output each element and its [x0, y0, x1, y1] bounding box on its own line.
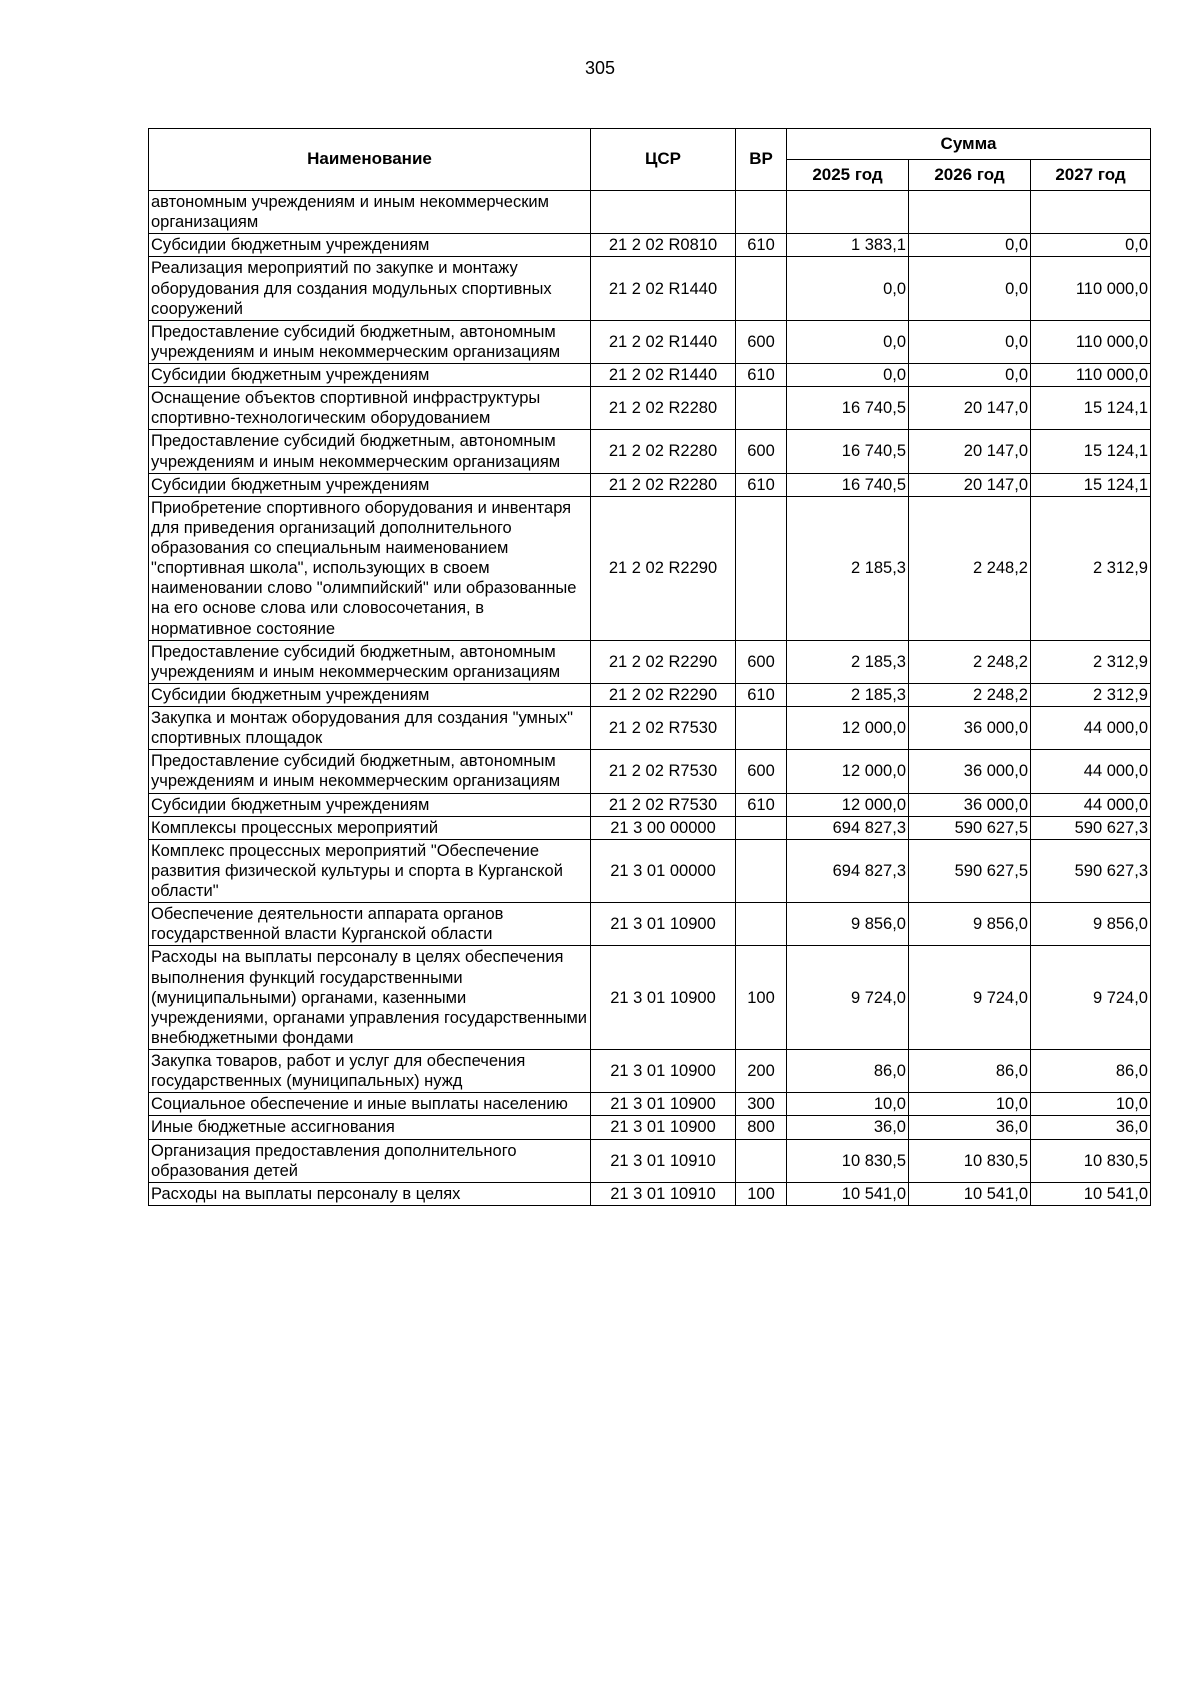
- header-sum: Сумма: [787, 129, 1151, 160]
- row-csr: 21 2 02 R2290: [591, 683, 736, 706]
- row-vr: 300: [736, 1093, 787, 1116]
- row-name: Комплексы процессных мероприятий: [149, 816, 591, 839]
- table-row: [149, 839, 1151, 902]
- row-csr: 21 2 02 R1440: [591, 320, 736, 363]
- row-value-2025: 12 000,0: [787, 750, 909, 793]
- row-value-2026: 36 000,0: [909, 793, 1031, 816]
- row-name: Субсидии бюджетным учреждениям: [149, 793, 591, 816]
- row-vr: 600: [736, 320, 787, 363]
- table-row: [149, 320, 1151, 363]
- row-value-2026: 0,0: [909, 234, 1031, 257]
- row-csr: 21 2 02 R7530: [591, 793, 736, 816]
- row-value-2026: 2 248,2: [909, 683, 1031, 706]
- row-value-2027: 10 541,0: [1031, 1182, 1151, 1205]
- row-value-2027: [1031, 191, 1151, 234]
- row-vr: 100: [736, 946, 787, 1050]
- row-value-2025: 12 000,0: [787, 707, 909, 750]
- row-value-2026: 2 248,2: [909, 496, 1031, 640]
- row-csr: 21 2 02 R2280: [591, 387, 736, 430]
- table-row: [149, 473, 1151, 496]
- header-vr: ВР: [736, 129, 787, 191]
- row-vr: [736, 387, 787, 430]
- row-vr: 610: [736, 234, 787, 257]
- row-value-2027: 110 000,0: [1031, 320, 1151, 363]
- row-value-2027: 2 312,9: [1031, 640, 1151, 683]
- row-vr: 600: [736, 640, 787, 683]
- row-csr: 21 2 02 R2280: [591, 473, 736, 496]
- table-row: [149, 1050, 1151, 1093]
- row-csr: 21 2 02 R2280: [591, 430, 736, 473]
- row-name: Приобретение спортивного оборудования и инвентаря для приведения организаций дополнительного образования со специальным наименованием "спортивная школа", использующих в своем наименовании слово "олимпийский" или образованные на его основе слова или словосочетания, в нормативное состояние: [149, 496, 591, 640]
- row-value-2027: 110 000,0: [1031, 257, 1151, 320]
- row-name: Субсидии бюджетным учреждениям: [149, 473, 591, 496]
- row-vr: [736, 191, 787, 234]
- row-name: Обеспечение деятельности аппарата органов государственной власти Курганской области: [149, 903, 591, 946]
- budget-table: [148, 128, 1151, 1206]
- table-row: [149, 683, 1151, 706]
- row-vr: [736, 816, 787, 839]
- row-vr: 610: [736, 793, 787, 816]
- row-value-2027: 10 830,5: [1031, 1139, 1151, 1182]
- row-value-2027: 10,0: [1031, 1093, 1151, 1116]
- row-vr: 610: [736, 683, 787, 706]
- row-name: Иные бюджетные ассигнования: [149, 1116, 591, 1139]
- row-name: Предоставление субсидий бюджетным, автономным учреждениям и иным некоммерческим организациям: [149, 750, 591, 793]
- table-row: [149, 816, 1151, 839]
- row-csr: 21 2 02 R2290: [591, 496, 736, 640]
- row-value-2025: 0,0: [787, 257, 909, 320]
- row-value-2026: 36 000,0: [909, 750, 1031, 793]
- row-value-2027: 0,0: [1031, 234, 1151, 257]
- row-csr: [591, 191, 736, 234]
- table-row: [149, 903, 1151, 946]
- page-number: 305: [584, 58, 616, 78]
- row-csr: 21 3 01 10900: [591, 1050, 736, 1093]
- row-vr: [736, 707, 787, 750]
- row-vr: 600: [736, 430, 787, 473]
- row-value-2026: 590 627,5: [909, 816, 1031, 839]
- table-row: [149, 496, 1151, 640]
- row-value-2025: 10 541,0: [787, 1182, 909, 1205]
- row-name: автономным учреждениям и иным некоммерческим организациям: [149, 191, 591, 234]
- row-csr: 21 2 02 R2290: [591, 640, 736, 683]
- row-value-2027: 590 627,3: [1031, 839, 1151, 902]
- table-row: [149, 191, 1151, 234]
- row-value-2026: 0,0: [909, 257, 1031, 320]
- row-name: Реализация мероприятий по закупке и монтажу оборудования для создания модульных спортивных сооружений: [149, 257, 591, 320]
- row-value-2025: 86,0: [787, 1050, 909, 1093]
- row-vr: 200: [736, 1050, 787, 1093]
- row-value-2026: 10 830,5: [909, 1139, 1031, 1182]
- table-row: [149, 1116, 1151, 1139]
- row-value-2027: 15 124,1: [1031, 473, 1151, 496]
- row-value-2027: 9 856,0: [1031, 903, 1151, 946]
- table-row: [149, 946, 1151, 1050]
- table-row: [149, 387, 1151, 430]
- row-value-2026: 9 724,0: [909, 946, 1031, 1050]
- row-vr: 610: [736, 364, 787, 387]
- row-vr: [736, 496, 787, 640]
- row-value-2025: 10,0: [787, 1093, 909, 1116]
- row-value-2026: 36 000,0: [909, 707, 1031, 750]
- row-value-2027: 15 124,1: [1031, 430, 1151, 473]
- row-value-2025: 16 740,5: [787, 387, 909, 430]
- row-value-2025: 694 827,3: [787, 816, 909, 839]
- row-name: Предоставление субсидий бюджетным, автономным учреждениям и иным некоммерческим организациям: [149, 640, 591, 683]
- row-value-2025: 0,0: [787, 320, 909, 363]
- table-row: [149, 640, 1151, 683]
- row-csr: 21 3 01 10900: [591, 946, 736, 1050]
- row-name: Предоставление субсидий бюджетным, автономным учреждениям и иным некоммерческим организациям: [149, 320, 591, 363]
- table-row: [149, 234, 1151, 257]
- row-value-2027: 110 000,0: [1031, 364, 1151, 387]
- row-value-2026: [909, 191, 1031, 234]
- row-value-2027: 2 312,9: [1031, 496, 1151, 640]
- row-value-2026: 86,0: [909, 1050, 1031, 1093]
- row-value-2026: 2 248,2: [909, 640, 1031, 683]
- row-name: Оснащение объектов спортивной инфраструктуры спортивно-технологическим оборудованием: [149, 387, 591, 430]
- row-value-2026: 20 147,0: [909, 430, 1031, 473]
- table-row: [149, 430, 1151, 473]
- row-name: Закупка и монтаж оборудования для создания "умных" спортивных площадок: [149, 707, 591, 750]
- row-name: Расходы на выплаты персоналу в целях обеспечения выполнения функций государственными (муниципальными) органами, казенными учреждениями, органами управления государственными внебюджетными фондами: [149, 946, 591, 1050]
- row-value-2027: 9 724,0: [1031, 946, 1151, 1050]
- row-value-2025: 0,0: [787, 364, 909, 387]
- row-csr: 21 2 02 R1440: [591, 257, 736, 320]
- row-csr: 21 3 01 10900: [591, 903, 736, 946]
- row-name: Закупка товаров, работ и услуг для обеспечения государственных (муниципальных) нужд: [149, 1050, 591, 1093]
- header-year-2025: 2025 год: [787, 160, 909, 191]
- table-row: [149, 750, 1151, 793]
- row-value-2025: 1 383,1: [787, 234, 909, 257]
- row-value-2025: 16 740,5: [787, 430, 909, 473]
- row-name: Расходы на выплаты персоналу в целях: [149, 1182, 591, 1205]
- row-name: Субсидии бюджетным учреждениям: [149, 364, 591, 387]
- header-name: Наименование: [149, 129, 591, 191]
- table-row: [149, 1093, 1151, 1116]
- header-year-2027: 2027 год: [1031, 160, 1151, 191]
- row-name: Комплекс процессных мероприятий "Обеспечение развития физической культуры и спорта в Курганской области": [149, 839, 591, 902]
- row-vr: [736, 1139, 787, 1182]
- row-value-2027: 44 000,0: [1031, 793, 1151, 816]
- row-value-2025: 2 185,3: [787, 496, 909, 640]
- row-csr: 21 3 01 10900: [591, 1116, 736, 1139]
- row-value-2026: 0,0: [909, 320, 1031, 363]
- row-vr: 100: [736, 1182, 787, 1205]
- row-value-2026: 36,0: [909, 1116, 1031, 1139]
- row-name: Субсидии бюджетным учреждениям: [149, 683, 591, 706]
- row-value-2025: 9 724,0: [787, 946, 909, 1050]
- header-year-2026: 2026 год: [909, 160, 1031, 191]
- row-value-2027: 36,0: [1031, 1116, 1151, 1139]
- row-name: Социальное обеспечение и иные выплаты населению: [149, 1093, 591, 1116]
- row-value-2026: 10 541,0: [909, 1182, 1031, 1205]
- row-vr: [736, 839, 787, 902]
- row-value-2027: 2 312,9: [1031, 683, 1151, 706]
- row-csr: 21 2 02 R7530: [591, 750, 736, 793]
- row-value-2025: 2 185,3: [787, 683, 909, 706]
- row-value-2026: 590 627,5: [909, 839, 1031, 902]
- row-csr: 21 2 02 R1440: [591, 364, 736, 387]
- row-value-2025: 10 830,5: [787, 1139, 909, 1182]
- table-row: [149, 257, 1151, 320]
- row-value-2026: 10,0: [909, 1093, 1031, 1116]
- row-name: Субсидии бюджетным учреждениям: [149, 234, 591, 257]
- table-header: [149, 129, 1151, 191]
- row-value-2027: 44 000,0: [1031, 707, 1151, 750]
- row-value-2025: 12 000,0: [787, 793, 909, 816]
- row-vr: 800: [736, 1116, 787, 1139]
- table-row: [149, 707, 1151, 750]
- table-row: [149, 364, 1151, 387]
- table-row: [149, 1182, 1151, 1205]
- row-csr: 21 3 01 10900: [591, 1093, 736, 1116]
- row-vr: [736, 903, 787, 946]
- row-value-2026: 20 147,0: [909, 387, 1031, 430]
- row-value-2025: [787, 191, 909, 234]
- row-csr: 21 2 02 R7530: [591, 707, 736, 750]
- row-value-2026: 20 147,0: [909, 473, 1031, 496]
- row-csr: 21 3 01 00000: [591, 839, 736, 902]
- row-value-2027: 590 627,3: [1031, 816, 1151, 839]
- row-value-2026: 0,0: [909, 364, 1031, 387]
- row-value-2025: 9 856,0: [787, 903, 909, 946]
- row-csr: 21 3 00 00000: [591, 816, 736, 839]
- row-value-2027: 44 000,0: [1031, 750, 1151, 793]
- row-value-2025: 36,0: [787, 1116, 909, 1139]
- row-vr: [736, 257, 787, 320]
- table-body: [149, 191, 1151, 1206]
- row-value-2025: 2 185,3: [787, 640, 909, 683]
- row-name: Организация предоставления дополнительного образования детей: [149, 1139, 591, 1182]
- row-value-2025: 694 827,3: [787, 839, 909, 902]
- row-csr: 21 3 01 10910: [591, 1182, 736, 1205]
- row-vr: 610: [736, 473, 787, 496]
- row-csr: 21 2 02 R0810: [591, 234, 736, 257]
- row-value-2026: 9 856,0: [909, 903, 1031, 946]
- header-csr: ЦСР: [591, 129, 736, 191]
- row-name: Предоставление субсидий бюджетным, автономным учреждениям и иным некоммерческим организациям: [149, 430, 591, 473]
- table-row: [149, 793, 1151, 816]
- row-csr: 21 3 01 10910: [591, 1139, 736, 1182]
- table-row: [149, 1139, 1151, 1182]
- row-value-2027: 86,0: [1031, 1050, 1151, 1093]
- row-value-2025: 16 740,5: [787, 473, 909, 496]
- row-value-2027: 15 124,1: [1031, 387, 1151, 430]
- row-vr: 600: [736, 750, 787, 793]
